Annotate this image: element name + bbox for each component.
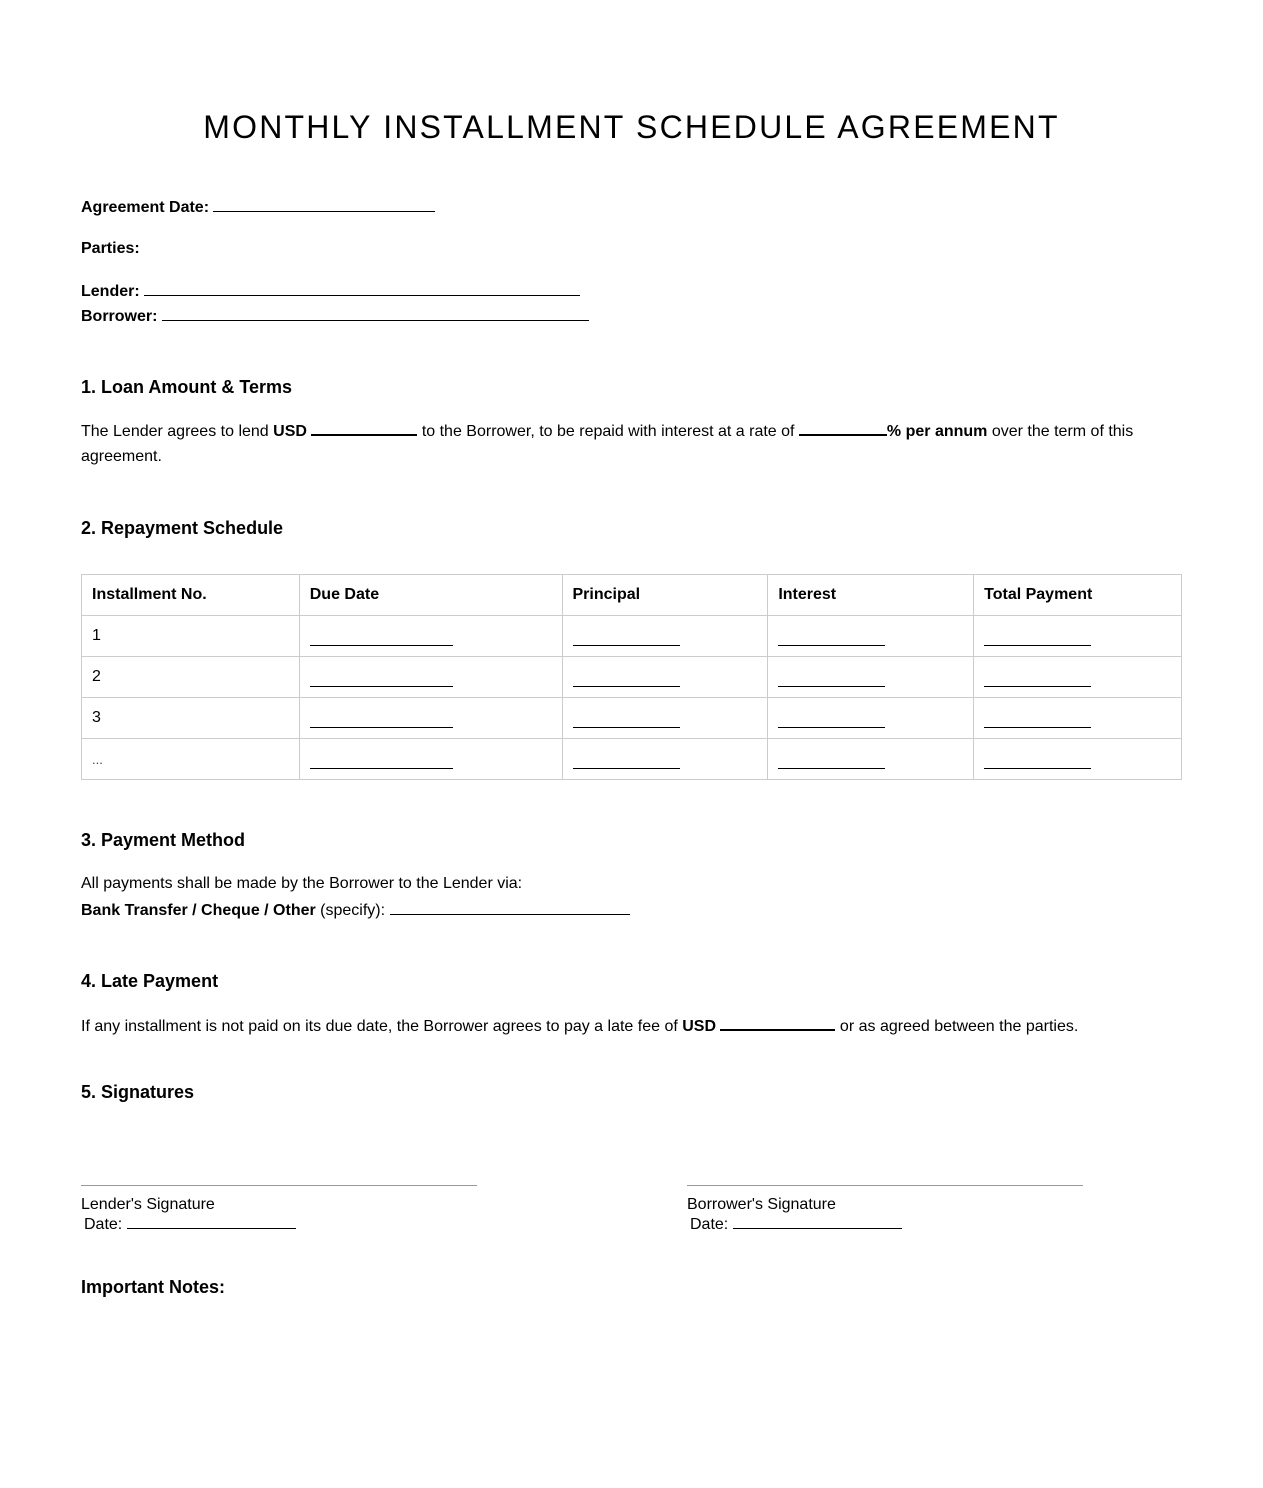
usd-label: USD (273, 423, 307, 440)
lender-label: Lender: (81, 283, 140, 300)
lender-signature-block (81, 1185, 477, 1234)
due-date-blank[interactable] (310, 627, 453, 646)
important-notes-heading: Important Notes: (81, 1277, 225, 1297)
due-date-blank[interactable] (310, 750, 453, 769)
principal-blank[interactable] (573, 750, 680, 769)
interest-blank[interactable] (778, 627, 885, 646)
late-fee-usd-label: USD (682, 1018, 717, 1035)
parties-label: Parties: (81, 240, 140, 257)
principal-cell (562, 616, 768, 657)
section-1-text-c: over the term of this agreement. (81, 423, 1134, 465)
due-date-cell (299, 739, 562, 780)
section-1-text (81, 419, 1161, 469)
lender-blank[interactable] (144, 281, 580, 296)
section-2-heading: 2. Repayment Schedule (81, 518, 284, 538)
table-row (82, 616, 1182, 657)
column-header: Total Payment (974, 575, 1182, 616)
column-header: Principal (562, 575, 768, 616)
section-3-heading: 3. Payment Method (81, 830, 246, 850)
lender-date-blank[interactable] (127, 1214, 296, 1229)
principal-blank[interactable] (573, 668, 680, 687)
table-header-row (82, 575, 1182, 616)
payment-method-intro: All payments shall be made by the Borrower to the Lender via: (81, 875, 523, 892)
interest-blank[interactable] (778, 750, 885, 769)
table-row (82, 657, 1182, 698)
borrower-signature-line[interactable] (687, 1185, 1083, 1196)
section-1-heading: 1. Loan Amount & Terms (81, 377, 293, 397)
due-date-cell (299, 657, 562, 698)
late-payment-text-b: or as agreed between the parties. (835, 1018, 1079, 1035)
section-5-heading: 5. Signatures (81, 1082, 195, 1102)
lender-signature-label: Lender's Signature (81, 1196, 215, 1213)
principal-blank[interactable] (573, 709, 680, 728)
agreement-date-blank[interactable] (213, 197, 435, 212)
lender-date-label: Date: (84, 1216, 123, 1233)
borrower-date-label: Date: (690, 1216, 729, 1233)
total-payment-cell (974, 657, 1182, 698)
installment-number: ... (82, 739, 300, 780)
page-title: MONTHLY INSTALLMENT SCHEDULE AGREEMENT (203, 109, 1060, 145)
late-payment-text-a: If any installment is not paid on its due date, the Borrower agrees to pay a late fee of (81, 1018, 683, 1035)
borrower-row (81, 306, 589, 327)
column-header: Due Date (299, 575, 562, 616)
due-date-blank[interactable] (310, 709, 453, 728)
principal-cell (562, 698, 768, 739)
percent-per-annum: % per annum (886, 423, 988, 440)
installment-number: 2 (82, 657, 300, 698)
specify-label: (specify): (315, 902, 390, 919)
due-date-blank[interactable] (310, 668, 453, 687)
borrower-date-blank[interactable] (733, 1214, 902, 1229)
installment-number: 1 (82, 616, 300, 657)
principal-blank[interactable] (573, 627, 680, 646)
late-payment-text (81, 1015, 1078, 1037)
section-4-heading: 4. Late Payment (81, 971, 219, 991)
interest-cell (768, 616, 974, 657)
agreement-date-label: Agreement Date: (81, 199, 210, 216)
interest-blank[interactable] (778, 709, 885, 728)
total-payment-cell (974, 739, 1182, 780)
due-date-cell (299, 698, 562, 739)
interest-blank[interactable] (778, 668, 885, 687)
borrower-label: Borrower: (81, 308, 158, 325)
payment-method-blank[interactable] (390, 900, 630, 915)
interest-cell (768, 739, 974, 780)
agreement-date-row (81, 197, 435, 218)
installment-number: 3 (82, 698, 300, 739)
total-payment-blank[interactable] (984, 750, 1091, 769)
repayment-schedule-table (81, 574, 1182, 780)
principal-cell (562, 657, 768, 698)
table-row (82, 698, 1182, 739)
total-payment-blank[interactable] (984, 709, 1091, 728)
due-date-cell (299, 616, 562, 657)
lender-date-row (81, 1214, 477, 1234)
column-header: Installment No. (82, 575, 300, 616)
column-header: Interest (768, 575, 974, 616)
interest-cell (768, 698, 974, 739)
interest-rate-blank[interactable] (799, 420, 887, 436)
loan-amount-blank[interactable] (311, 420, 417, 436)
total-payment-blank[interactable] (984, 668, 1091, 687)
section-1-text-a: The Lender agrees to lend (81, 423, 274, 440)
late-fee-blank[interactable] (720, 1015, 835, 1031)
section-1-text-b: to the Borrower, to be repaid with interest at a rate of (417, 423, 799, 440)
payment-method-row (81, 900, 630, 921)
borrower-date-row (687, 1214, 1083, 1234)
borrower-signature-block (687, 1185, 1083, 1234)
total-payment-cell (974, 616, 1182, 657)
total-payment-cell (974, 698, 1182, 739)
borrower-blank[interactable] (162, 306, 589, 321)
lender-signature-line[interactable] (81, 1185, 477, 1196)
lender-row (81, 281, 580, 302)
principal-cell (562, 739, 768, 780)
payment-methods: Bank Transfer / Cheque / Other (81, 902, 316, 919)
interest-cell (768, 657, 974, 698)
total-payment-blank[interactable] (984, 627, 1091, 646)
borrower-signature-label: Borrower's Signature (687, 1196, 836, 1213)
table-row (82, 739, 1182, 780)
